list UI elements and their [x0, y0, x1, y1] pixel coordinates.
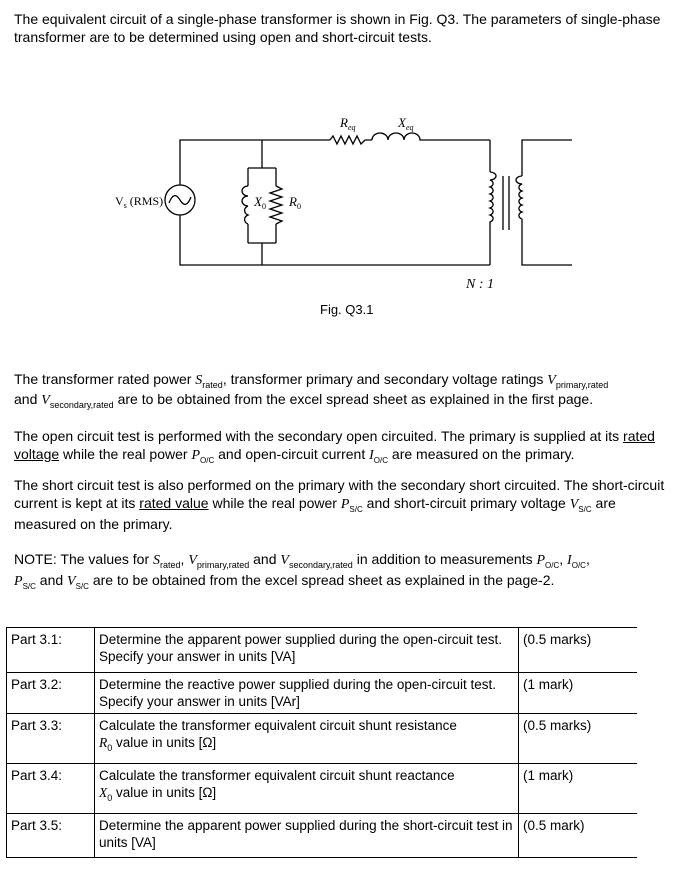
part-marks: (1 mark)	[519, 764, 638, 814]
part-description: Calculate the transformer equivalent circuit shunt reactance $X_0$ value in units [Ω]	[95, 764, 519, 814]
x0-label: $X_0$	[254, 194, 266, 211]
part-label: Part 3.4:	[7, 764, 95, 814]
part-label: Part 3.2:	[7, 673, 95, 714]
note-paragraph: NOTE: The values for $S_{rated}$, $V_{primary,rated}$ and $V_{secondary,rated}$ in addition to measurements $P_{O/C}$, $I_{O/C}$, $P_{S/C}$ and $V_{S/C}$ are to be obtained from the excel spread sheet as explained in the page-2.	[14, 551, 590, 591]
figure-caption: Fig. Q3.1	[320, 302, 374, 317]
part-description: Determine the reactive power supplied during the open-circuit test. Specify your answer in units [VAr]	[95, 673, 519, 714]
rated-ratings-paragraph: The transformer rated power $S_{rated}$, transformer primary and secondary voltage ratings $V_{primary,rated}$ and $V_{secondary,rated}$ are to be obtained from the excel spread sheet as explained in the first page.	[14, 371, 609, 410]
part-label: Part 3.5:	[7, 814, 95, 858]
table-row	[7, 628, 638, 673]
part-marks: (0.5 mark)	[519, 814, 638, 858]
part-description: Determine the apparent power supplied during the short-circuit test in units [VA]	[95, 814, 519, 858]
parts-table	[6, 627, 637, 858]
turns-ratio-label: N : 1	[466, 277, 494, 292]
intro-paragraph: The equivalent circuit of a single-phase transformer is shown in Fig. Q3. The parameters of single-phase transformer are to be determined using open and short-circuit tests.	[14, 11, 661, 45]
part-marks: (1 mark)	[519, 673, 638, 714]
part-description: Calculate the transformer equivalent circuit shunt resistance $R_0$ value in units [Ω]	[95, 714, 519, 764]
r0-label: $R_0$	[289, 194, 301, 211]
part-label: Part 3.3:	[7, 714, 95, 764]
part-description: Determine the apparent power supplied during the open-circuit test. Specify your answer in units [VA]	[95, 628, 519, 673]
req-label: $R_{eq}$	[340, 115, 356, 132]
table-row	[7, 673, 638, 714]
open-circuit-paragraph: The open circuit test is performed with the secondary open circuited. The primary is supplied at its rated voltage while the real power $P_{O/C}$ and open-circuit current $I_{O/C}$ are measured on the primary.	[14, 428, 655, 465]
part-marks: (0.5 marks)	[519, 714, 638, 764]
short-circuit-paragraph: The short circuit test is also performed on the primary with the secondary short circuited. The short-circuit current is kept at its rated value while the real power $P_{S/C}$ and short-circuit primary voltage $V_{S/C}$ are measured on the primary.	[14, 477, 665, 532]
equivalent-circuit-diagram	[0, 95, 684, 295]
source-label: $V_s$ (RMS)	[115, 194, 164, 210]
part-label: Part 3.1:	[7, 628, 95, 673]
table-row	[7, 814, 638, 858]
part-marks: (0.5 marks)	[519, 628, 638, 673]
xeq-label: $X_{eq}$	[398, 115, 414, 132]
table-row	[7, 714, 638, 764]
table-row	[7, 764, 638, 814]
